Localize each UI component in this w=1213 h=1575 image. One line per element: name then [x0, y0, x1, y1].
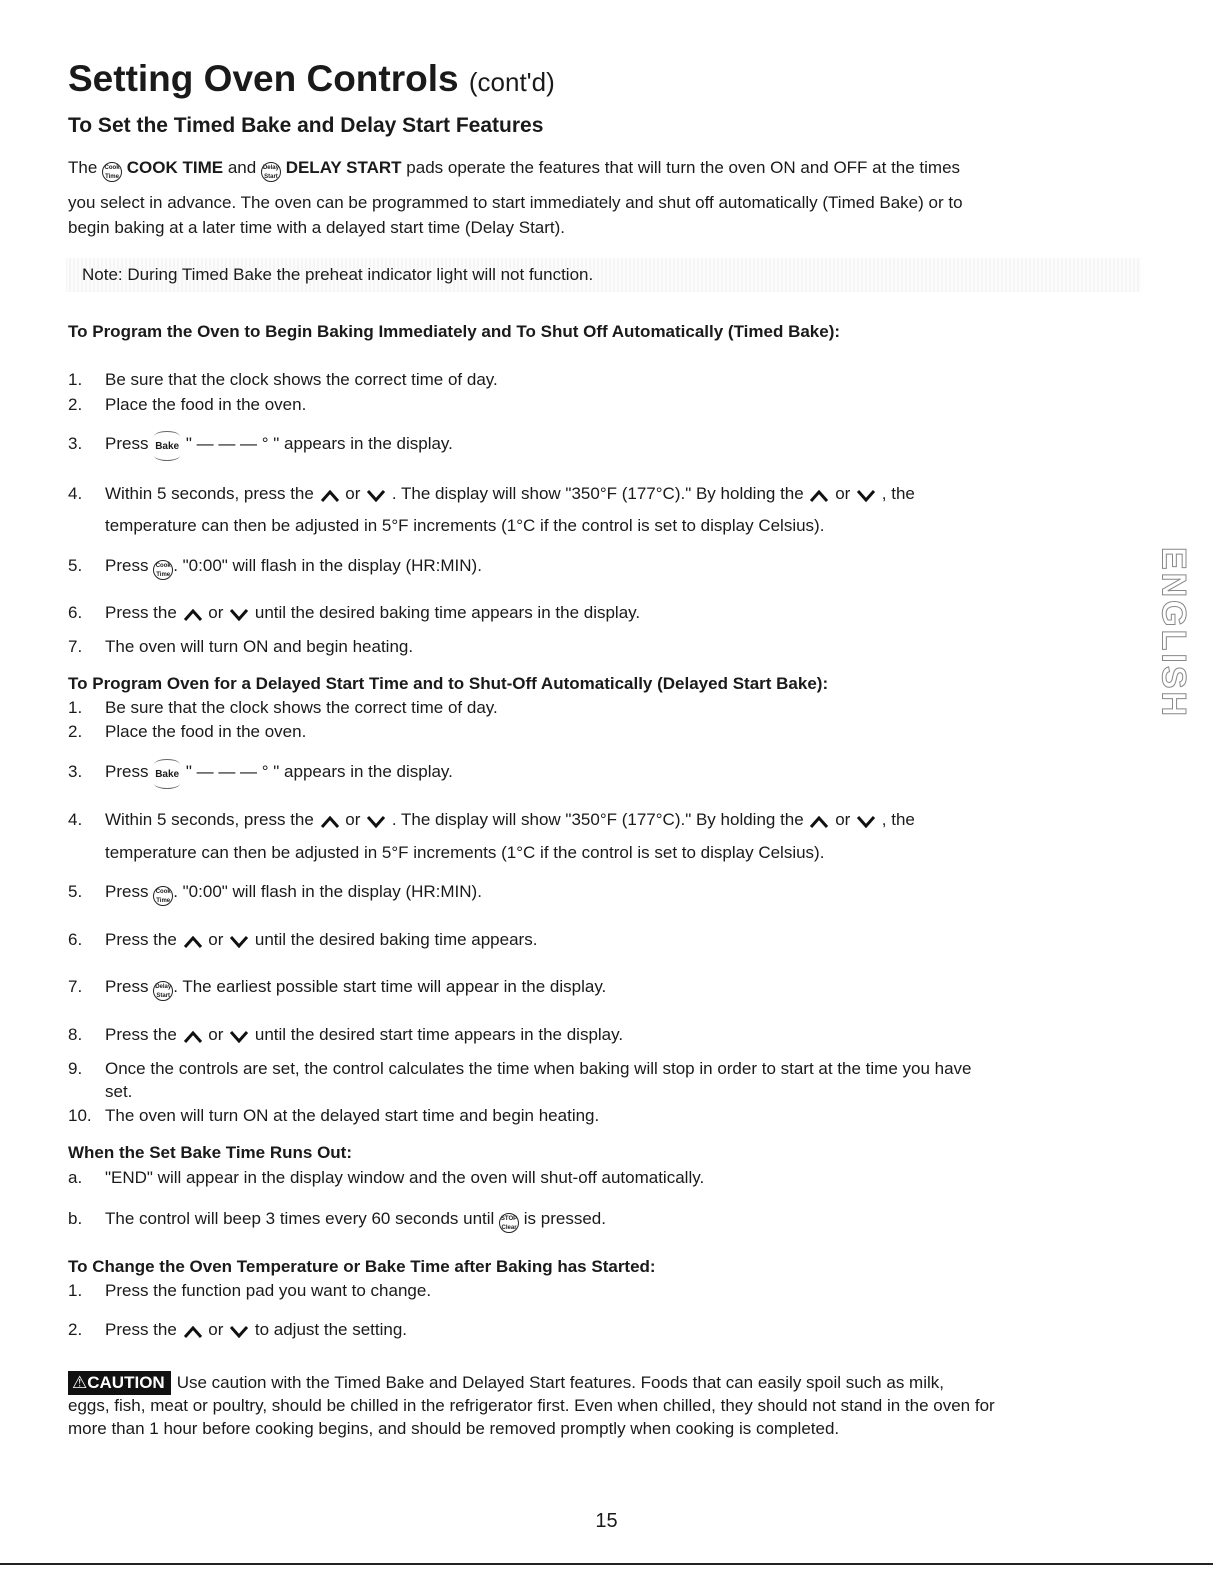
caution-badge: ⚠CAUTION: [68, 1371, 171, 1395]
section-heading: To Set the Timed Bake and Delay Start Features: [68, 114, 544, 137]
step-text: Press Cook Time . "0:00" will flash in the display (HR:MIN).: [105, 882, 482, 904]
page-title: [68, 58, 555, 100]
step-number: 6.: [68, 930, 83, 949]
bottom-rule: [0, 1563, 1213, 1565]
up-arrow-icon: [182, 1323, 204, 1343]
intro-text: The: [68, 158, 98, 177]
step-text: Within 5 seconds, press the or . The display will show "350°F (177°C)." By holding the or , the: [105, 484, 915, 507]
step-number: 1.: [68, 370, 83, 389]
step-text: Press the or until the desired baking time appears in the display.: [105, 603, 640, 626]
delay-start-pad-icon: Delay Start: [261, 162, 281, 182]
step-text-continued: temperature can then be adjusted in 5°F increments (1°C if the control is set to display Celsius).: [105, 516, 825, 535]
cook-time-pad-icon: Cook Time: [102, 162, 122, 182]
step-text: Press the or to adjust the setting.: [105, 1320, 407, 1343]
page-title-main: Setting Oven Controls: [68, 58, 459, 99]
down-arrow-icon: [228, 1028, 250, 1048]
down-arrow-icon: [855, 487, 877, 507]
step-number: 4.: [68, 810, 83, 829]
page-number: 15: [595, 1510, 618, 1532]
step-number: 1.: [68, 698, 83, 717]
up-arrow-icon: [808, 813, 830, 833]
step-number: 6.: [68, 603, 83, 622]
timed-bake-heading: To Program the Oven to Begin Baking Immediately and To Shut Off Automatically (Timed Bake):: [68, 322, 841, 341]
up-arrow-icon: [319, 487, 341, 507]
up-arrow-icon: [182, 1028, 204, 1048]
language-side-tab: ENGLISH: [1154, 546, 1193, 720]
up-arrow-icon: [808, 487, 830, 507]
item-letter: b.: [68, 1209, 83, 1228]
step-text: Be sure that the clock shows the correct time of day.: [105, 370, 498, 389]
step-number: 4.: [68, 484, 83, 503]
intro-line-1: [68, 158, 960, 182]
cook-time-pad-icon: Cook Time: [153, 886, 173, 906]
step-text: Place the food in the oven.: [105, 395, 307, 414]
step-text: The oven will turn ON and begin heating.: [105, 637, 414, 656]
caution-line-1: ⚠CAUTION Use caution with the Timed Bake and Delayed Start features. Foods that can easily spoil such as milk,: [68, 1371, 944, 1395]
step-number: 5.: [68, 882, 83, 901]
up-arrow-icon: [182, 606, 204, 626]
step-number: 3.: [68, 762, 83, 781]
note-text: Note: During Timed Bake the preheat indicator light will not function.: [82, 265, 594, 284]
item-text: The control will beep 3 times every 60 seconds until STOP Clear is pressed.: [105, 1209, 606, 1231]
step-number: 9.: [68, 1059, 83, 1078]
step-number: 1.: [68, 1281, 83, 1300]
up-arrow-icon: [182, 933, 204, 953]
up-arrow-icon: [319, 813, 341, 833]
warning-icon: ⚠: [72, 1373, 88, 1392]
step-number: 10.: [68, 1106, 92, 1125]
step-number: 7.: [68, 977, 83, 996]
down-arrow-icon: [228, 606, 250, 626]
step-text-continued: temperature can then be adjusted in 5°F increments (1°C if the control is set to display Celsius).: [105, 843, 825, 862]
step-text: Press Bake " — — — ° " appears in the display.: [105, 762, 453, 781]
down-arrow-icon: [365, 487, 387, 507]
down-arrow-icon: [365, 813, 387, 833]
item-text: "END" will appear in the display window and the oven will shut-off automatically.: [105, 1168, 705, 1187]
step-number: 5.: [68, 556, 83, 575]
step-text: The oven will turn ON at the delayed start time and begin heating.: [105, 1106, 600, 1125]
caution-line-3: more than 1 hour before cooking begins, and should be removed promptly when cooking is completed.: [68, 1419, 840, 1438]
step-number: 2.: [68, 1320, 83, 1339]
caution-line-2: eggs, fish, meat or poultry, should be chilled in the refrigerator first. Even when chilled, they should not stand in the oven for: [68, 1396, 995, 1415]
down-arrow-icon: [228, 933, 250, 953]
step-number: 2.: [68, 722, 83, 741]
step-text: Press Delay Start . The earliest possible start time will appear in the display.: [105, 977, 607, 999]
step-text: Once the controls are set, the control calculates the time when baking will stop in order to start at the time you have: [105, 1059, 972, 1078]
delayed-bake-heading: To Program Oven for a Delayed Start Time and to Shut-Off Automatically (Delayed Start Bake):: [68, 674, 829, 693]
step-text: Be sure that the clock shows the correct time of day.: [105, 698, 498, 717]
stop-clear-pad-icon: STOP Clear: [499, 1213, 519, 1233]
item-letter: a.: [68, 1168, 83, 1187]
step-text-continued: set.: [105, 1082, 133, 1101]
intro-line-2: you select in advance. The oven can be programmed to start immediately and shut off automatically (Timed Bake) or to: [68, 193, 963, 212]
intro-line-3: begin baking at a later time with a delayed start time (Delay Start).: [68, 218, 566, 237]
step-number: 8.: [68, 1025, 83, 1044]
step-text: Press Bake " — — — ° " appears in the display.: [105, 434, 453, 453]
bake-pad-icon: Bake: [155, 441, 180, 452]
bake-pad-icon: Bake: [155, 769, 180, 780]
step-text: Press Cook Time . "0:00" will flash in the display (HR:MIN).: [105, 556, 482, 578]
step-number: 2.: [68, 395, 83, 414]
page-title-suffix: (cont'd): [468, 67, 555, 97]
down-arrow-icon: [855, 813, 877, 833]
note-box: [66, 258, 1141, 292]
delay-start-pad-icon: Delay Start: [153, 981, 173, 1001]
intro-text: and: [227, 158, 257, 177]
cook-time-pad-icon: Cook Time: [153, 560, 173, 580]
step-text: Place the food in the oven.: [105, 722, 307, 741]
step-text: Press the or until the desired start time appears in the display.: [105, 1025, 623, 1048]
down-arrow-icon: [228, 1323, 250, 1343]
cook-time-label: COOK TIME: [126, 158, 224, 177]
runs-out-heading: When the Set Bake Time Runs Out:: [68, 1143, 353, 1162]
step-text: Within 5 seconds, press the or . The display will show "350°F (177°C)." By holding the or , the: [105, 810, 915, 833]
change-heading: To Change the Oven Temperature or Bake Time after Baking has Started:: [68, 1257, 656, 1276]
intro-text: pads operate the features that will turn the oven ON and OFF at the times: [406, 158, 961, 177]
delay-start-label: DELAY START: [285, 158, 402, 177]
step-number: 3.: [68, 434, 83, 453]
step-number: 7.: [68, 637, 83, 656]
step-text: Press the or until the desired baking time appears.: [105, 930, 537, 953]
step-text: Press the function pad you want to change.: [105, 1281, 432, 1300]
